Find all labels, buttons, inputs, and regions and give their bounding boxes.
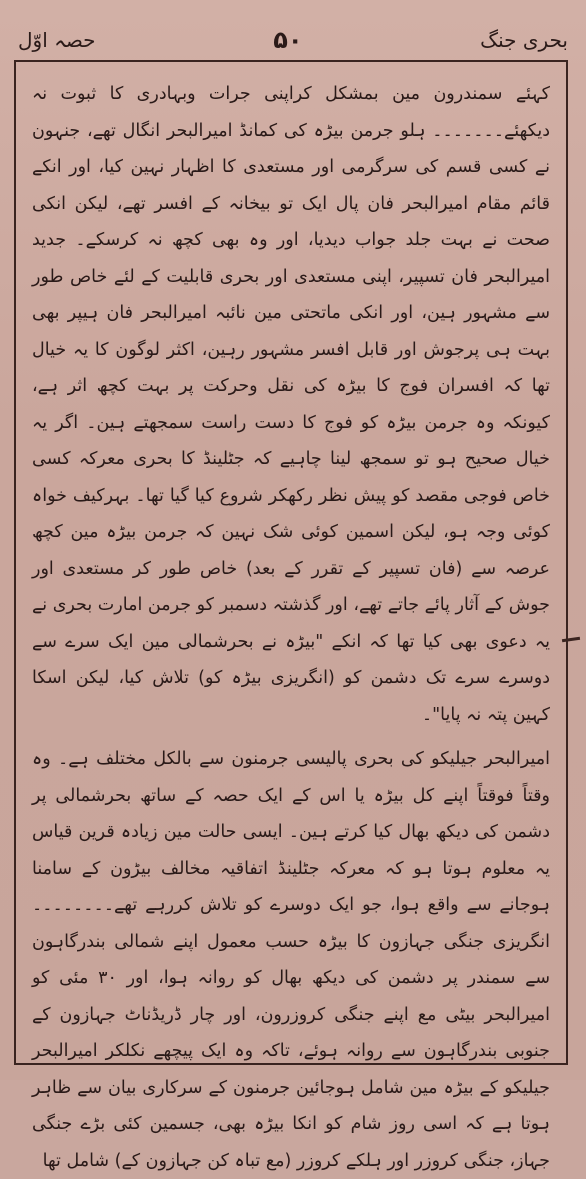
header-part-title: حصہ اوّل <box>18 28 96 52</box>
paragraph: کہئے سمندرون مین بمشکل کراپنی جرات وبہادری کا ثبوت نہ دیکھئے۔۔۔۔۔۔۔ ہلو جرمن بیڑہ کی کمانڈ امیرالبحر انگال تھے، جنہون نے کسی قسم کی سرگرمی اور مستعدی کا اظہار نہین کیا، اور انکے قائم مقام امیرالبحر فان پال ایک تو بیخانہ کے افسر تھے، لیکن انکی صحت نے بہت جلد جواب دیدیا، اور وہ بھی کچھ نہ کرسکے۔ جدید امیرالبحر فان تسپیر، اپنی مستعدی اور بحری قابلیت کے لئے خاص طور سے مشہور ہین، اور انکی ماتحتی مین نائبہ امیرالبحر فان ہیپر بھی بہت ہی پرجوش اور قابل افسر مشہور رہین، اکثر لوگون کا یہ خیال تھا کہ افسران فوج کا بیڑہ کی نقل وحرکت پر بہت کچھ اثر ہے، کیونکہ وہ جرمن بیڑہ کو فوج کا دست راست سمجھتے ہین۔ اگر یہ خیال صحیح ہو تو سمجھ لینا چاہیے کہ جٹلینڈ کا بحری معرکہ کسی خاص فوجی مقصد کو پیش نظر رکھکر شروع کیا گیا تھا۔ بہرکیف خواہ کوئی وجہ ہو، لیکن اسمین کوئی شک نہین کہ جرمن بیڑہ مین کچھ عرصہ سے (فان تسپیر کے تقرر کے بعد) خاص طور کر مستعدی اور جوش کے آثار پائے جاتے تھے، اور گذشتہ دسمبر کو جرمن امارت بحری نے یہ دعوی بھی کیا تھا کہ انکے "بیڑہ نے بحرشمالی مین ایک سرے سے دوسرے سرے تک دشمن کو (انگریزی بیڑہ کو) تلاش کیا، لیکن اسکا کہین پتہ نہ پایا"۔ <box>32 84 550 725</box>
body-text <box>32 76 550 1179</box>
page-header <box>18 18 568 62</box>
text-frame <box>14 60 568 1171</box>
page-number: ۵۰ <box>273 26 303 54</box>
paragraph: امیرالبحر جیلیکو کی بحری پالیسی جرمنون سے بالکل مختلف ہے۔ وہ وقتاً فوقتاً اپنے کل بیڑہ یا اس کے ایک حصہ کے ساتھ بحرشمالی پر دشمن کی دیکھ بھال کیا کرتے ہین۔ ایسی حالت مین زیادہ قرین قیاس یہ معلوم ہوتا ہو کہ معرکہ جٹلینڈ اتفاقیہ مخالف بیڑون کے سامنا ہوجانے سے واقع ہوا، جو ایک دوسرے کو تلاش کررہے تھے۔۔۔۔۔۔۔۔ انگریزی جنگی جہازون کا بیڑہ حسب معمول اپنے شمالی بندرگاہون سے سمندر پر دشمن کی دیکھ بھال کو روانہ ہوا، اور ۳۰ مئی کو امیرالبحر بیٹی مع اپنے جنگی کروزرون، اور چار ڈریڈناٹ جہازون کے جنوبی بندرگاہون سے روانہ ہوئے، تاکہ وہ ایک پیچھے نکلکر امیرالبحر جیلیکو کے بیڑہ مین شامل ہوجائین جرمنون کے سرکاری بیان سے ظاہر ہوتا ہے کہ اسی روز شام کو انکا بیڑہ بھی، جسمین کئی بڑے جنگی جہاز، جنگی کروزر اور ہلکے کروزر (مع تباہ کن جہازون کے) شامل تھا <box>32 749 550 1171</box>
header-section-title: بحری جنگ <box>480 28 568 52</box>
